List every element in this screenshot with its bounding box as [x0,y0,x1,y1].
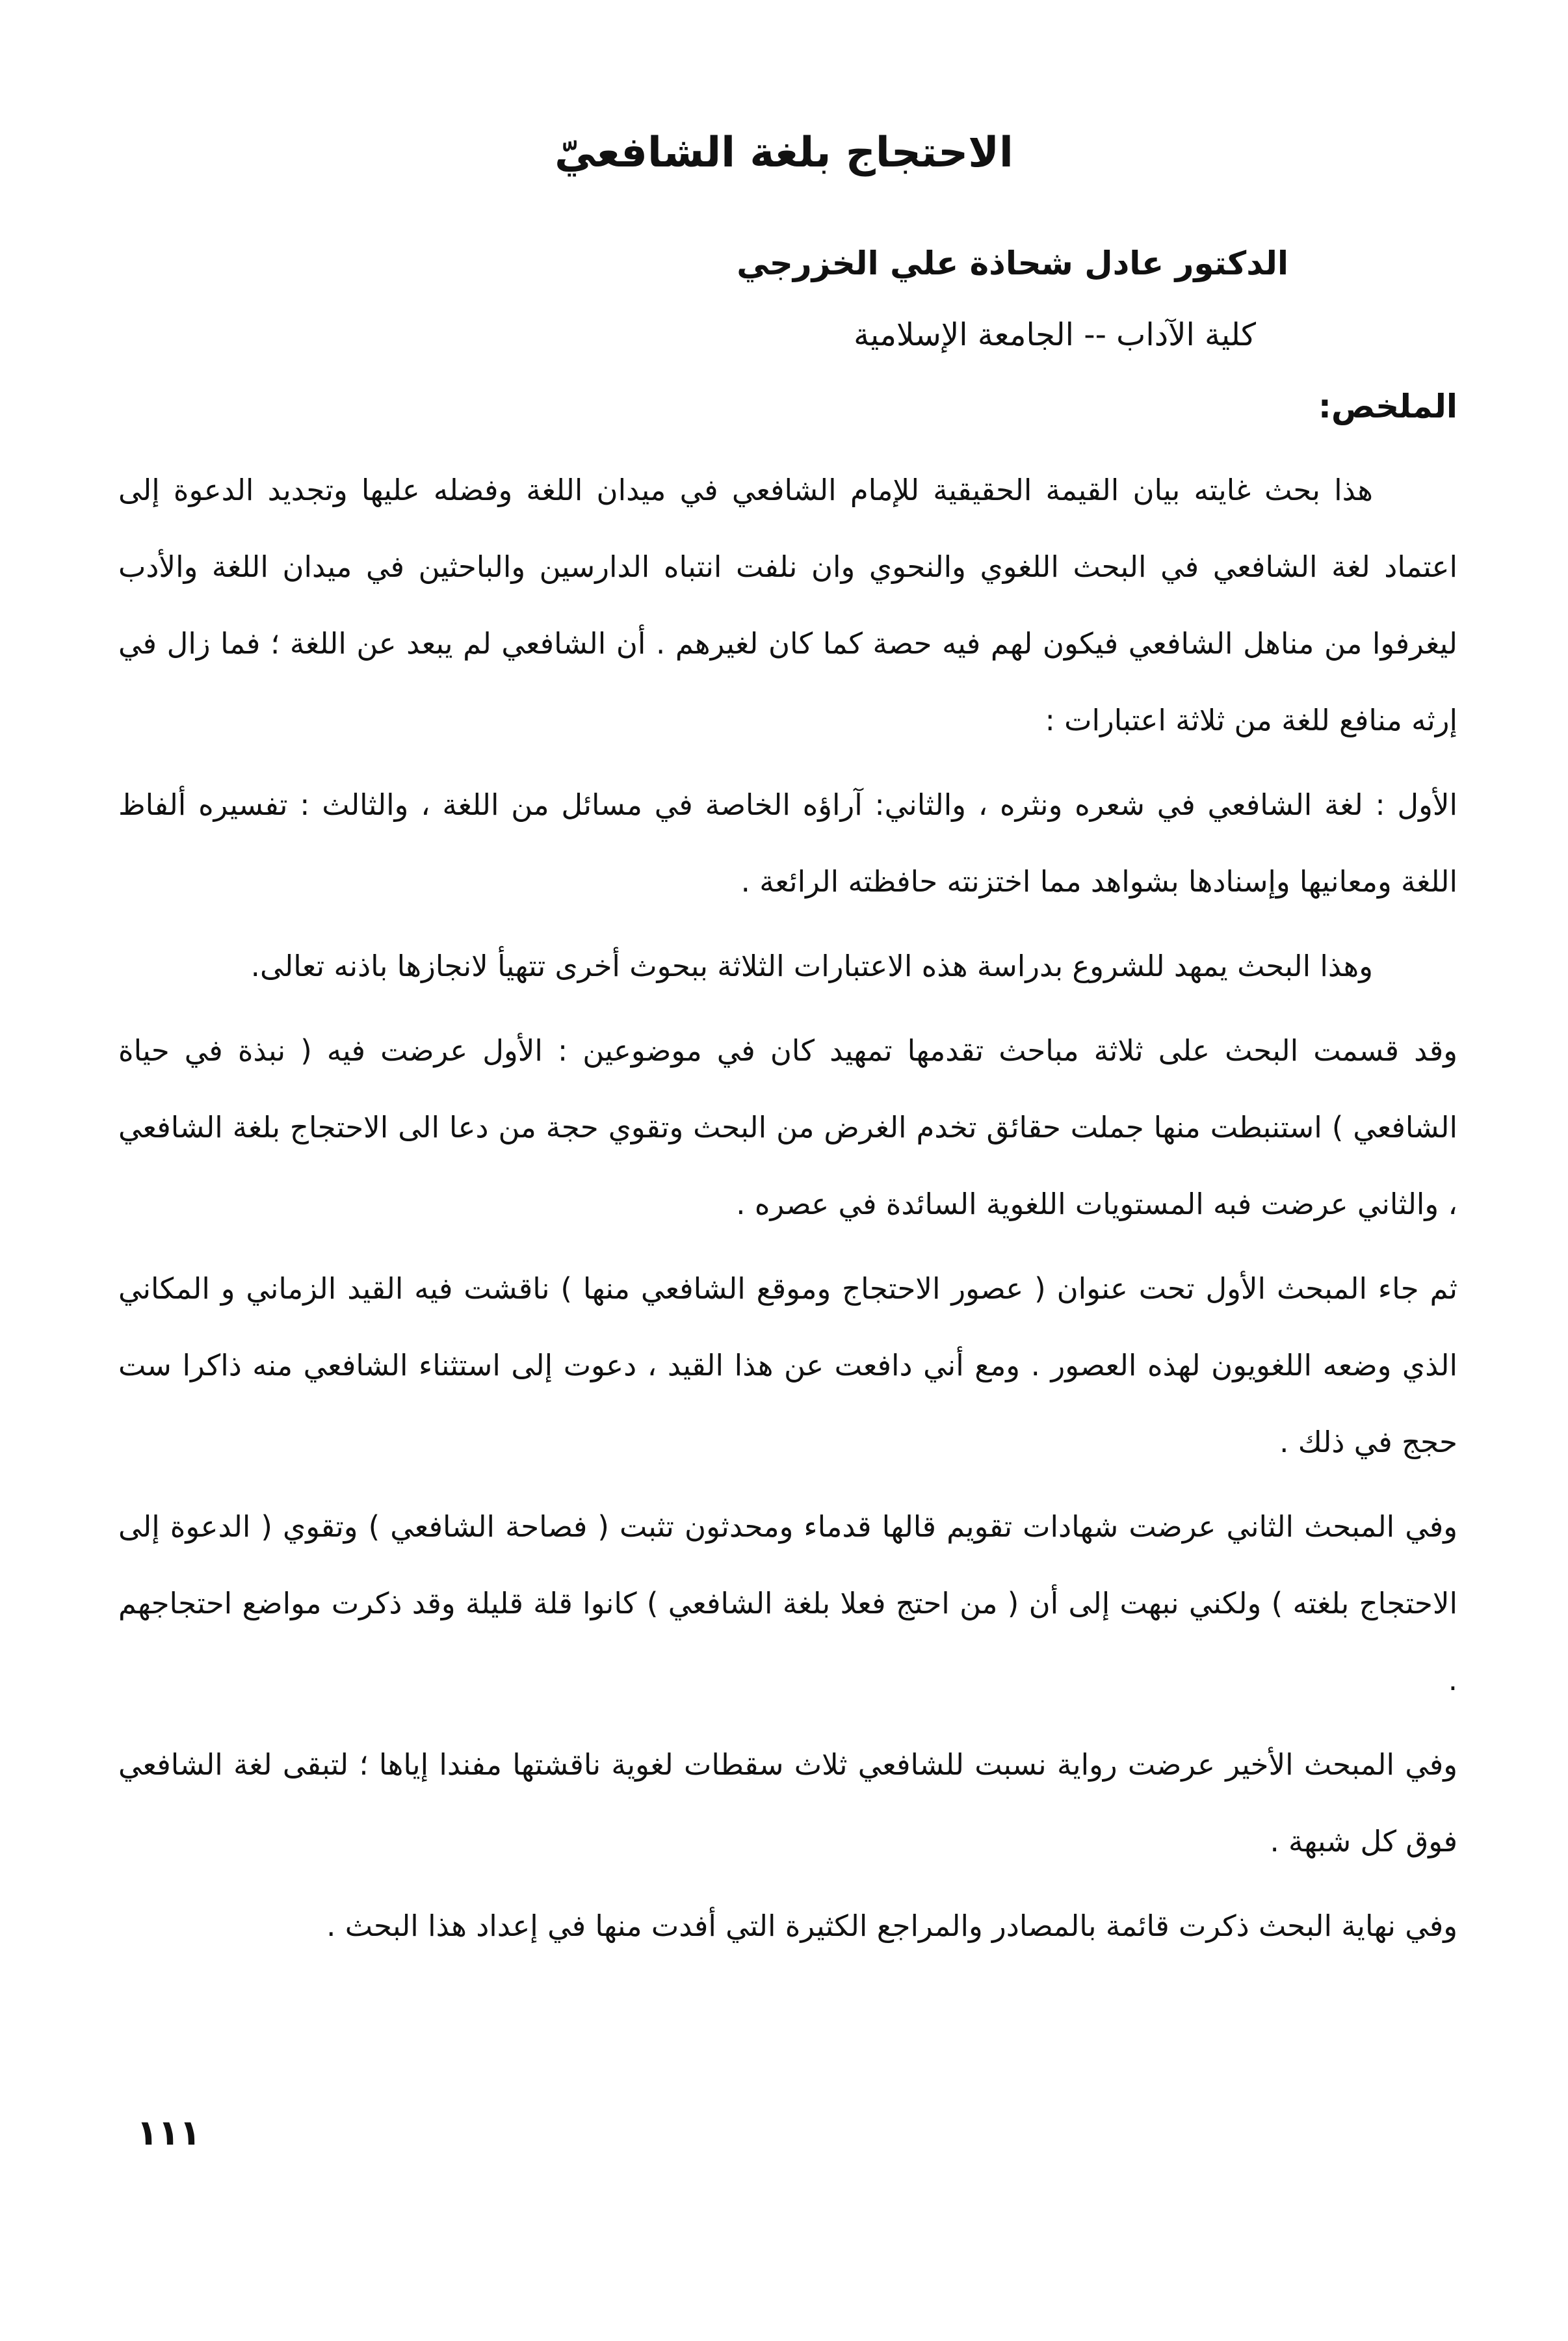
author-name: الدكتور عادل شحاذة علي الخزرجي [737,245,1288,282]
abstract-paragraph-preparation: وهذا البحث يمهد للشروع بدراسة هذه الاعتبارات الثلاثة ببحوث أخرى تتهيأ لانجازها باذنه تعالى. [250,949,1373,983]
abstract-paragraph-aspects: الأول : لغة الشافعي في شعره ونثره ، والثاني: آراؤه الخاصة في مسائل من اللغة ، والثالث : تفسيره ألفاظ اللغة ومعانيها وإسنادها بشواهد مما اختزنته حافظته الرائعة . [118,787,1457,899]
abstract-paragraph-first-section: ثم جاء المبحث الأول تحت عنوان ( عصور الاحتجاج وموقع الشافعي منها ) ناقشت فيه القيد الزماني و المكاني الذي وضعه اللغويون لهذه العصور . ومع أني دافعت عن هذا القيد ، دعوت إلى استثناء الشافعي منه ذاكرا ست حجج في ذلك . [118,1271,1457,1459]
abstract-heading: الملخص: [1318,388,1457,425]
abstract-paragraph-second-section: وفي المبحث الثاني عرضت شهادات تقويم قالها قدماء ومحدثون تثبت ( فصاحة الشافعي ) وتقوي ( الدعوة إلى الاحتجاج بلغته ) ولكني نبهت إلى أن ( من احتج فعلا بلغة الشافعي ) كانوا قلة قليلة وقد ذكرت مواضع احتجاجهم . [118,1509,1457,1697]
page-number: ١١١ [137,2112,201,2153]
abstract-paragraph-references: وفي نهاية البحث ذكرت قائمة بالمصادر والمراجع الكثيرة التي أفدت منها في إعداد هذا البحث . [326,1909,1457,1943]
abstract-paragraph-last-section: وفي المبحث الأخير عرضت رواية نسبت للشافعي ثلاث سقطات لغوية ناقشتها مفندا إياها ؛ لتبقى لغة الشافعي فوق كل شبهة . [118,1747,1457,1858]
page-title: الاحتجاج بلغة الشافعيّ [555,129,1013,177]
author-affiliation: كلية الآداب -- الجامعة الإسلامية [854,317,1256,353]
abstract-body [118,452,1457,1972]
abstract-paragraph-intro: هذا بحث غايته بيان القيمة الحقيقية للإمام الشافعي في ميدان اللغة وفضله عليها وتجديد الدعوة إلى اعتماد لغة الشافعي في البحث اللغوي والنحوي وان نلفت انتباه الدارسين والباحثين في ميدان اللغة والأدب ليغرفوا من مناهل الشافعي فيكون لهم فيه حصة كما كان لغيرهم . أن الشافعي لم يبعد عن اللغة ؛ فما زال في إرثه منافع للغة من ثلاثة اعتبارات : [118,473,1457,737]
abstract-paragraph-structure: وقد قسمت البحث على ثلاثة مباحث تقدمها تمهيد كان في موضوعين : الأول عرضت فيه ( نبذة في حياة الشافعي ) استنبطت منها جملت حقائق تخدم الغرض من البحث وتقوي حجة من دعا الى الاحتجاج بلغة الشافعي ، والثاني عرضت فبه المستويات اللغوية السائدة في عصره . [118,1033,1457,1221]
